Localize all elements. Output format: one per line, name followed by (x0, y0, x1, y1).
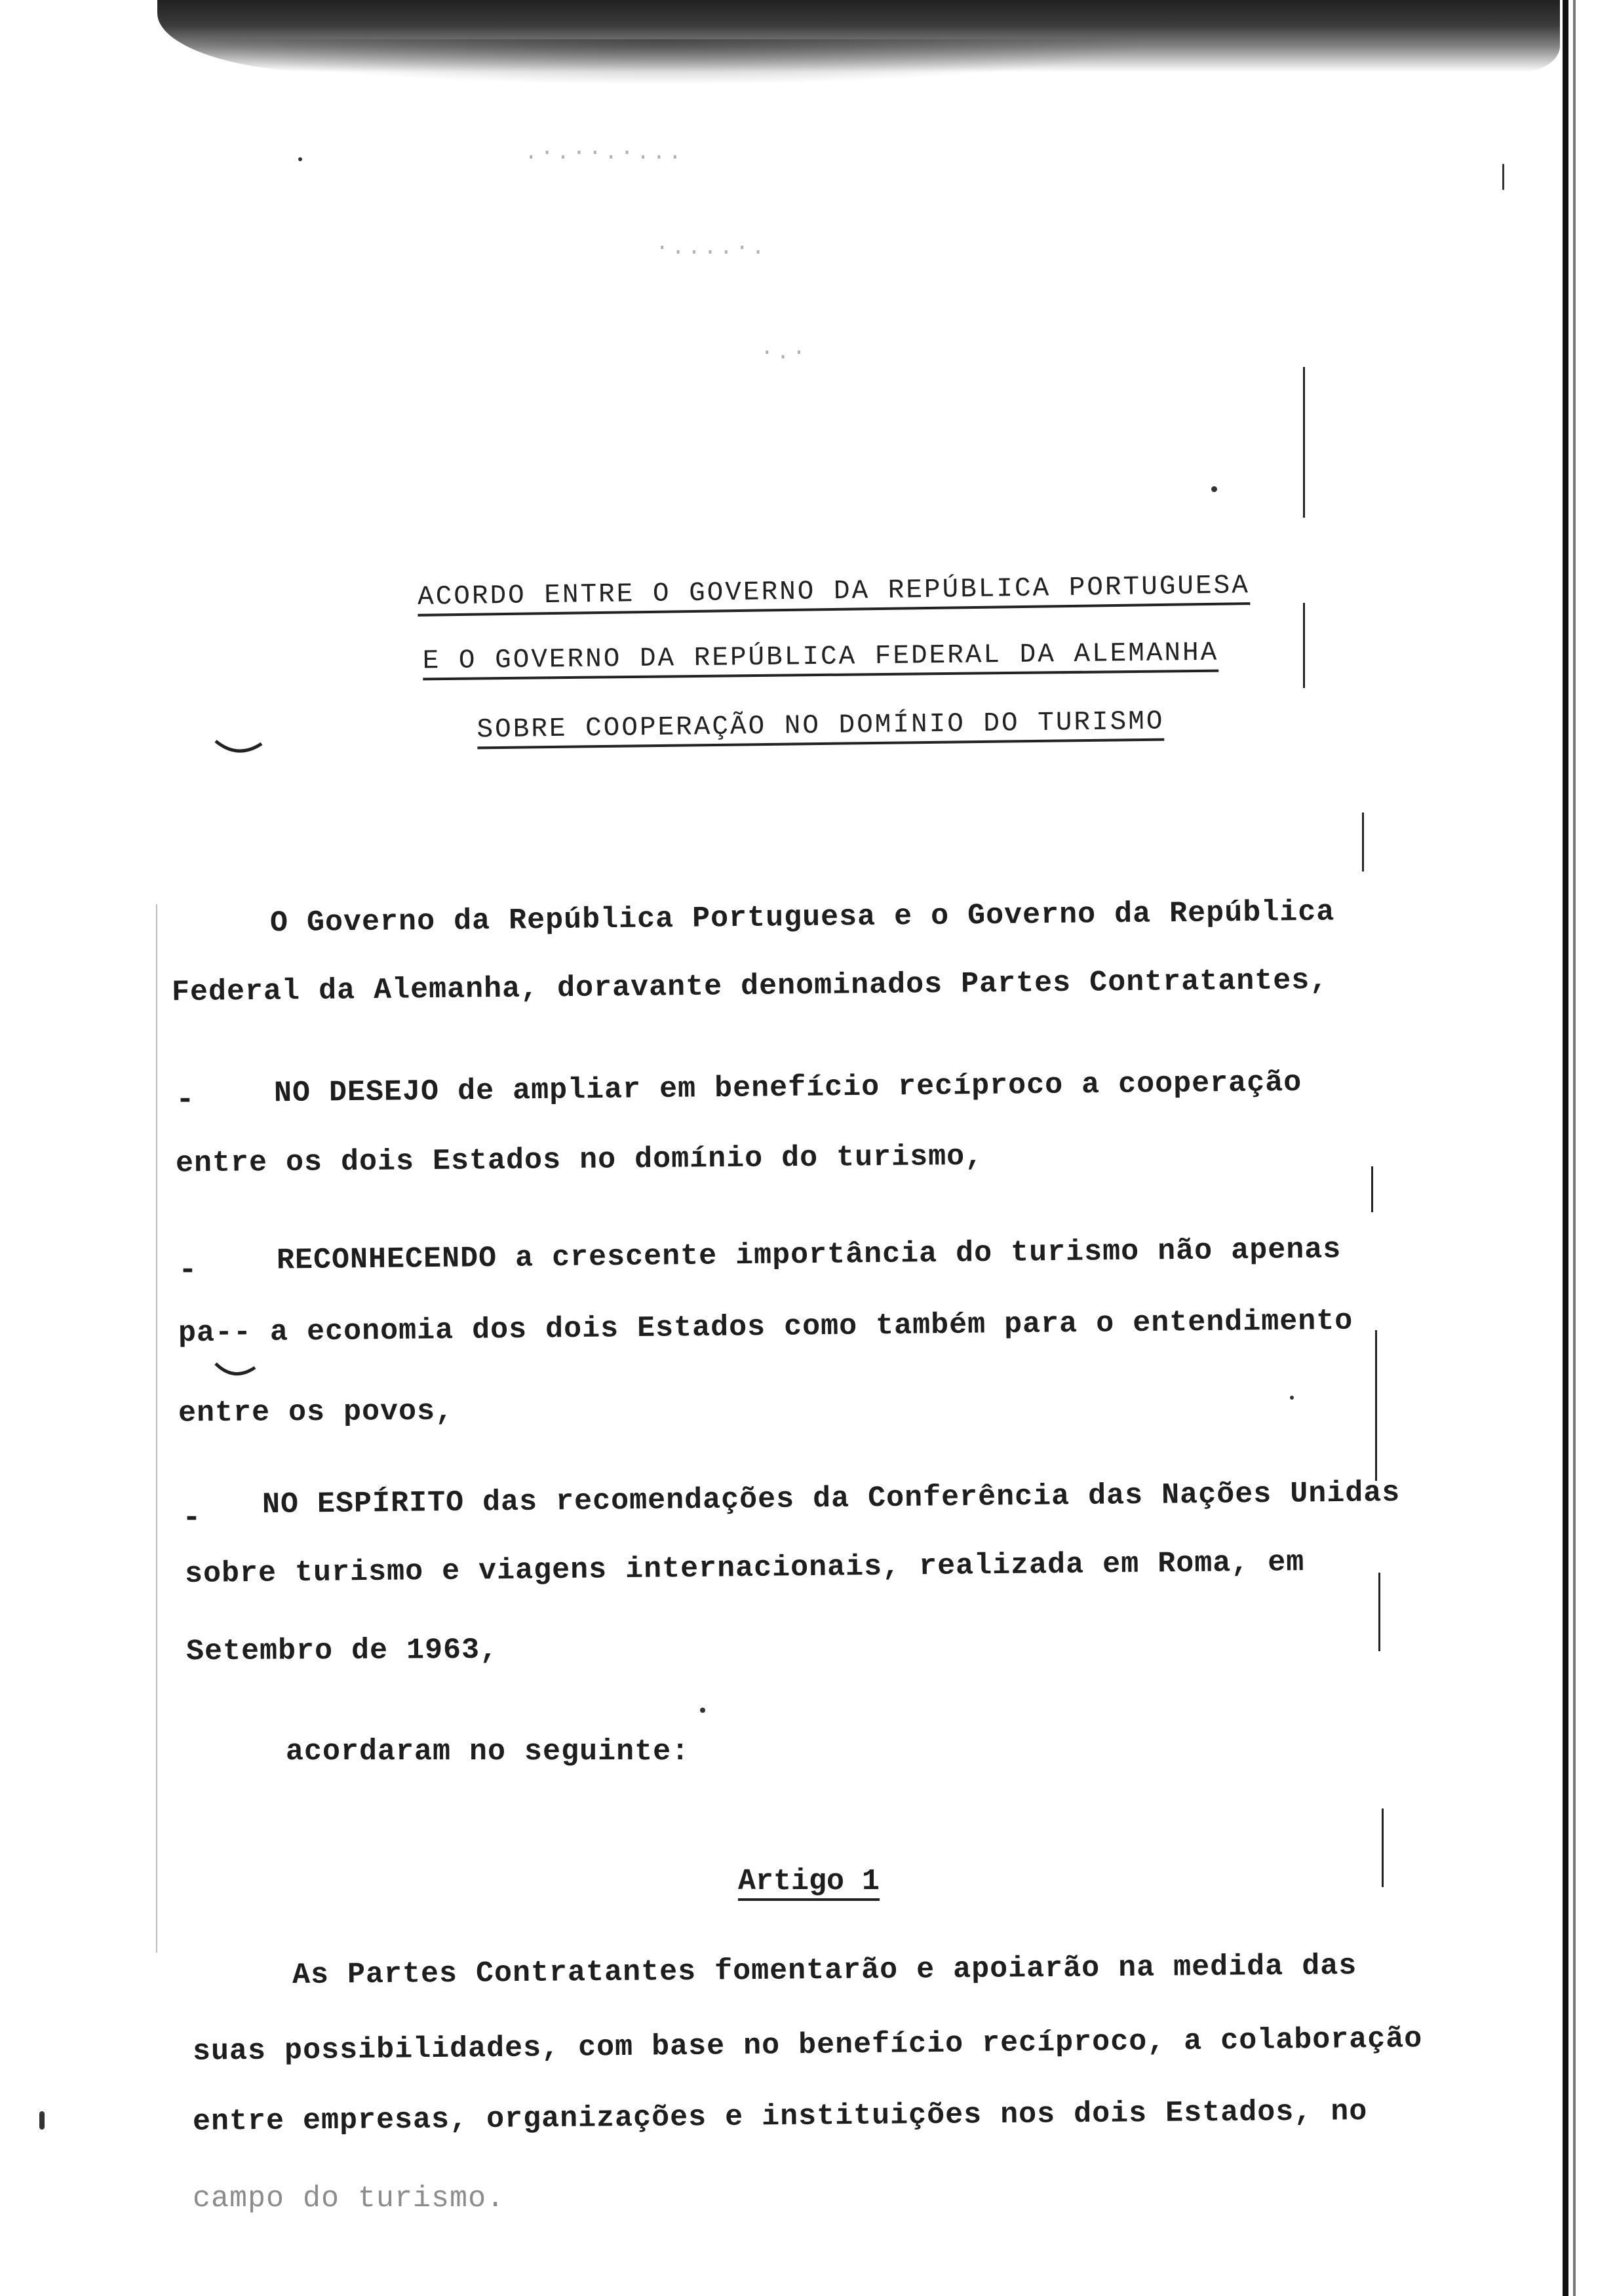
faint-bleedthrough: ·.· (760, 341, 809, 366)
document-title-line-3: SOBRE COOPERAÇÃO NO DOMÍNIO DO TURISMO (13, 701, 1615, 751)
agreed-line: acordaram no seguinte: (286, 1735, 690, 1769)
clause-dash: - (182, 1501, 201, 1536)
margin-mark (1382, 1808, 1384, 1887)
article-text-line-1: As Partes Contratantes fomentarão e apoiarão na medida das (292, 1949, 1357, 1993)
margin-mark-left (156, 904, 157, 1953)
margin-mark (1303, 367, 1305, 518)
article-text-line-4: campo do turismo. (193, 2182, 505, 2215)
scan-shadow-fade (170, 39, 1154, 85)
margin-mark (1362, 813, 1364, 871)
faint-bleedthrough: .·.··.·... (524, 141, 685, 166)
preamble-line-2: Federal da Alemanha, doravante denominados Partes Contratantes, (171, 963, 1329, 1010)
speck (700, 1708, 705, 1713)
margin-mark (1375, 1330, 1377, 1481)
clause-2-line-3: entre os povos, (178, 1394, 454, 1430)
document-title-line-1: ACORDO ENTRE O GOVERNO DA REPÚBLICA PORTUGUESA (26, 565, 1615, 618)
article-text-line-3: entre empresas, organizações e instituições nos dois Estados, no (192, 2095, 1368, 2139)
clause-3-line-2: sobre turismo e viagens internacionais, realizada em Roma, em (184, 1546, 1305, 1591)
clause-3-line-1: NO ESPÍRITO das recomendações da Conferência das Nações Unidas (262, 1476, 1401, 1522)
clause-1-line-1: NO DESEJO de ampliar em benefício recíproco a cooperação (273, 1065, 1302, 1111)
margin-mark (1371, 1166, 1373, 1212)
speck (1211, 486, 1217, 492)
preamble-line-1: O Governo da República Portuguesa e o Governo da República (269, 895, 1335, 940)
scan-edge-right (1563, 0, 1568, 2296)
clause-dash: - (176, 1082, 195, 1118)
clause-3-line-3: Setembro de 1963, (185, 1633, 499, 1669)
clause-dash: - (178, 1253, 197, 1288)
article-heading: Artigo 1 (738, 1865, 880, 1901)
clause-1-line-2: entre os dois Estados no domínio do turismo, (175, 1139, 984, 1181)
speck (39, 2111, 45, 2130)
scan-edge-right-faint (1573, 0, 1576, 2296)
speck (1290, 1396, 1294, 1400)
clause-2-line-2: pa-- a economia dos dois Estados como também para o entendimento (178, 1304, 1353, 1350)
article-text-line-2: suas possibilidades, com base no benefício recíproco, a colaboração (192, 2022, 1423, 2069)
document-title-line-2: E O GOVERNO DA REPÚBLICA FEDERAL DA ALEMANHA (13, 634, 1615, 681)
faint-bleedthrough: ·....·. (655, 236, 768, 261)
stray-mark (213, 1360, 259, 1386)
margin-mark (1378, 1573, 1380, 1651)
speck (1502, 164, 1504, 190)
clause-2-line-1: RECONHECENDO a crescente importância do turismo não apenas (276, 1233, 1342, 1278)
speck (298, 157, 302, 161)
